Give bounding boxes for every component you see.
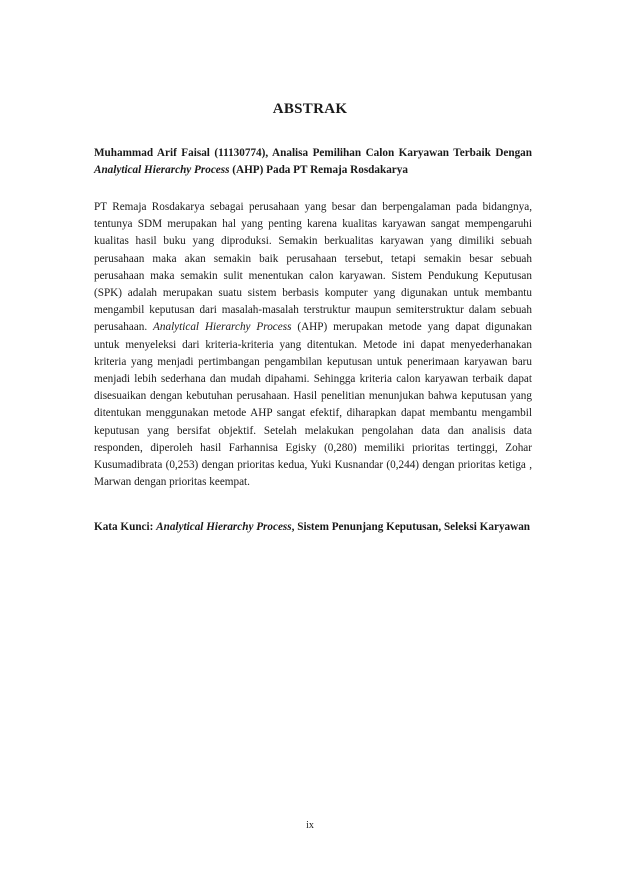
abstract-body <box>94 199 532 491</box>
abstract-text-part1: PT Remaja Rosdakarya sebagai perusahaan yang besar dan berpengalaman pada bidangnya, tentunya SDM merupakan hal yang penting karena kualitas karyawan sangat mempengaruhi kualitas hasil buku yang diproduksi. Semakin berkualitas karyawan yang dimiliki sebuah perusahaan maka akan semakin baik perusahaan tersebut, tetapi semakin besar sebuah perusahaan maka semakin sulit menentukan calon karyawan. Sistem Pendukung Keputusan (SPK) adalah merupakan suatu sistem berbasis komputer yang digunakan untuk membantu mengambil keputusan dari masalah-masalah terstruktur maupun semiterstruktur dalam sebuah perusahaan. <box>94 201 532 334</box>
keywords-italic-term: Analytical Hierarchy Process <box>156 521 292 533</box>
abstract-text-part2: (AHP) merupakan metode yang dapat digunakan untuk menyeleksi dari kriteria-kriteria yang ditentukan. Metode ini dapat menyederhanakan kriteria yang menjadi pertimbangan pengambilan keputusan untuk penerimaan karyawan baru menjadi lebih sederhana dan mudah dipahami. Sehingga kriteria calon karyawan terbaik dapat disesuaikan dengan kebutuhan perusahaan. Hasil penelitian menunjukan bahwa keputusan yang ditentukan menggunakan metode AHP sangat efektif, diharapkan dapat membantu mengambil keputusan yang bersifat objektif. Setelah melakukan pengolahan data dan analisis data responden, diperoleh hasil Farhannisa Egisky (0,280) memiliki prioritas tertinggi, Zohar Kusumadibrata (0,253) dengan prioritas kedua, Yuki Kusnandar (0,244) dengan prioritas ketiga , Marwan dengan prioritas keempat. <box>94 321 532 489</box>
thesis-title-pre: Analisa Pemilihan Calon Karyawan Terbaik Dengan <box>272 147 532 159</box>
abstract-title: ABSTRAK <box>272 101 348 117</box>
abstract-paragraph <box>94 199 532 491</box>
page-number: ix <box>306 820 314 831</box>
author-title-line <box>94 145 532 179</box>
thesis-title-post: (AHP) Pada PT Remaja Rosdakarya <box>229 164 408 176</box>
abstract-italic-term: Analytical Hierarchy Process <box>153 321 292 334</box>
keywords-label: Kata Kunci: <box>94 521 157 533</box>
author-name: Muhammad Arif Faisal (11130774), <box>94 147 273 159</box>
keywords-rest: , Sistem Penunjang Keputusan, Seleksi Karyawan <box>291 521 531 533</box>
keywords <box>94 519 532 536</box>
thesis-title-italic: Analytical Hierarchy Process <box>94 164 230 176</box>
